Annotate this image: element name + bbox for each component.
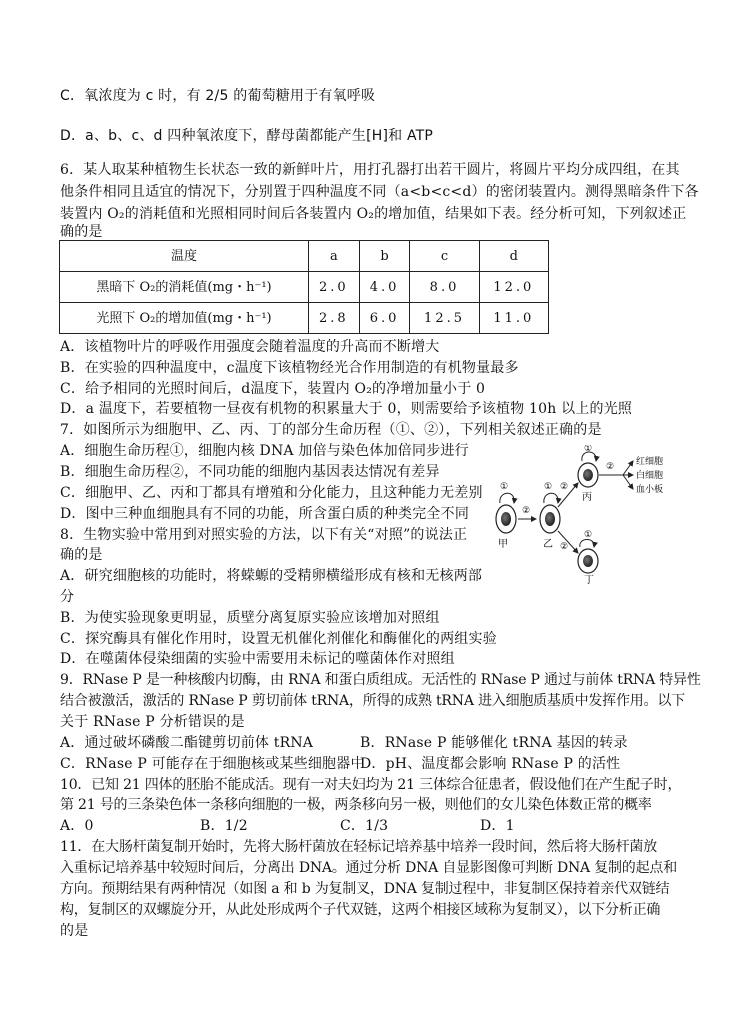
- table-cell: 12.0: [479, 272, 548, 303]
- table-cell: 2.8: [309, 303, 360, 334]
- q9-option-b: B．RNase P 能够催化 tRNA 基因的转录: [360, 735, 628, 751]
- table-header-cell: b: [359, 241, 410, 272]
- data-table: [59, 240, 549, 334]
- q10-option-b: B．1/2: [200, 818, 248, 834]
- table-cell: 6.0: [359, 303, 410, 334]
- q9-stem-line-1: 9．RNase P 是一种核酸内切酶，由 RNA 和蛋白质组成。无活性的 RNase P 通过与前体 tRNA 特异性: [60, 672, 701, 688]
- cell-lifecycle-diagram: [488, 445, 688, 585]
- q6-stem-line-4: 确的是: [60, 224, 103, 240]
- cell-jia: [496, 505, 516, 533]
- q9-stem-line-3: 关于 RNase P 分析错误的是: [60, 714, 245, 730]
- table-header-cell: a: [309, 241, 360, 272]
- q6-stem-line-2: 他条件相同且适宜的情况下，分别置于四种温度不同（a<b<c<d）的密闭装置内。测得黑暗条件下各: [60, 184, 699, 200]
- cell-bing-label: 丙: [582, 492, 592, 503]
- cell-yi-label: 乙: [543, 539, 553, 550]
- q8-option-a: A．研究细胞核的功能时，将蝾螈的受精卵横缢形成有核和无核两部: [60, 568, 483, 584]
- cell-bing: [578, 463, 598, 487]
- step-two-mark: ②: [606, 462, 615, 472]
- q8-stem-line-1: 8．生物实验中常用到对照实验的方法，以下有关“对照”的说法正: [60, 527, 468, 543]
- table-header-cell: c: [410, 241, 479, 272]
- white-blood-cell-label: 白细胞: [636, 471, 664, 481]
- q9-option-c: C．RNase P 可能存在于细胞核或某些细胞器中: [60, 756, 365, 772]
- q6-option-c: C．给予相同的光照时间后，d温度下，装置内 O₂的净增加量小于 0: [60, 381, 486, 397]
- q11-stem-line-1: 11．在大肠杆菌复制开始时，先将大肠杆菌放在轻标记培养基中培养一段时间，然后将大肠杆菌放: [60, 839, 658, 855]
- q6-stem-line-3: 装置内 O₂的消耗值和光照相同时间后各装置内 O₂的增加值，结果如下表。经分析可知，下列叙述正: [60, 206, 687, 222]
- q6-option-b: B．在实验的四种温度中，c温度下该植物经光合作用制造的有机物量最多: [60, 360, 519, 376]
- table-row: [60, 272, 549, 303]
- q10-stem-line-1: 10．已知 21 四体的胚胎不能成活。现有一对夫妇均为 21 三体综合征患者，假设他们在产生配子时，: [60, 777, 682, 793]
- step-one-mark: ①: [500, 482, 509, 492]
- q9-option-a: A．通过破坏磷酸二酯键剪切前体 tRNA: [60, 735, 314, 751]
- platelet-label: 血小板: [636, 485, 664, 495]
- step-two-mark: ②: [560, 542, 569, 552]
- option-d-line: D．a、b、c、d 四种氧浓度下，酵母菌都能产生[H]和 ATP: [60, 128, 434, 144]
- table-cell: 2.0: [309, 272, 360, 303]
- cell-ding: [578, 549, 598, 573]
- q7-option-a: A．细胞生命历程①，细胞内核 DNA 加倍与染色体加倍同步进行: [60, 443, 469, 459]
- q6-option-d: D．a 温度下，若要植物一昼夜有机物的积累量大于 0，则需要给予该植物 10h 以上的光照: [60, 401, 633, 417]
- cell-yi: [540, 505, 560, 533]
- q7-option-c: C．细胞甲、乙、丙和丁都具有增殖和分化能力，且这种能力无差别: [60, 485, 483, 501]
- q10-stem-line-2: 第 21 号的三条染色体一条移向细胞的一极，两条移向另一极，则他们的女儿染色体数正常的概率: [60, 797, 652, 813]
- step-one-mark: ①: [584, 530, 593, 540]
- q11-stem-line-4: 构，复制区的双螺旋分开，从此处形成两个子代双链，这两个相接区域称为复制叉），以下分析正确: [60, 902, 661, 918]
- q11-stem-line-3: 方向。预期结果有两种情况（如图 a 和 b 为复制叉，DNA 复制过程中，非复制区保持着亲代双链结: [60, 881, 670, 897]
- q7-stem: 7．如图所示为细胞甲、乙、丙、丁的部分生命历程（①、②），下列相关叙述正确的是: [60, 422, 602, 438]
- q10-option-c: C．1/3: [340, 818, 389, 834]
- table-header-cell: 温度: [60, 241, 309, 272]
- q8-option-a-cont: 分: [60, 589, 75, 605]
- q7-option-b: B．细胞生命历程②，不同功能的细胞内基因表达情况有差异: [60, 464, 440, 480]
- q8-option-c: C．探究酶具有催化作用时，设置无机催化剂催化和酶催化的两组实验: [60, 631, 497, 647]
- table-header-row: [60, 241, 549, 272]
- table-header-cell: d: [479, 241, 548, 272]
- step-one-mark: ①: [544, 482, 553, 492]
- red-blood-cell-label: 红细胞: [636, 457, 664, 467]
- table-cell: 12.5: [410, 303, 479, 334]
- table-row: [60, 303, 549, 334]
- step-one-mark: ①: [584, 445, 593, 454]
- table-row-label: 光照下 O₂的增加值(mg・h⁻¹): [60, 303, 309, 334]
- option-c-line: C．氧浓度为 c 时，有 2/5 的葡萄糖用于有氧呼吸: [60, 88, 376, 104]
- table-row-label: 黑暗下 O₂的消耗值(mg・h⁻¹): [60, 272, 309, 303]
- q8-stem-line-2: 确的是: [60, 547, 103, 563]
- q11-stem-line-2: 入重标记培养基中较短时间后，分离出 DNA。通过分析 DNA 自显影图像可判断 DNA 复制的起点和: [60, 860, 678, 876]
- q10-option-d: D．1: [480, 818, 515, 834]
- cell-jia-label: 甲: [498, 539, 508, 550]
- cell-ding-label: 丁: [584, 575, 594, 585]
- q9-stem-line-2: 结合被激活，激活的 RNase P 剪切前体 tRNA，所得的成熟 tRNA 进入细胞质基质中发挥作用。以下: [60, 693, 685, 709]
- q11-stem-line-5: 的是: [60, 923, 89, 939]
- table-cell: 8.0: [410, 272, 479, 303]
- q8-option-d: D．在噬菌体侵染细菌的实验中需要用未标记的噬菌体作对照组: [60, 651, 455, 667]
- q9-option-d: D．pH、温度都会影响 RNase P 的活性: [360, 756, 621, 772]
- q6-stem-line-1: 6．某人取某种植物生长状态一致的新鲜叶片，用打孔器打出若干圆片，将圆片平均分成四组，在其: [60, 162, 680, 178]
- q8-option-b: B．为使实验现象更明显，质壁分离复原实验应该增加对照组: [60, 610, 440, 626]
- q6-option-a: A．该植物叶片的呼吸作用强度会随着温度的升高而不断增大: [60, 339, 440, 355]
- q10-option-a: A．0: [60, 818, 94, 834]
- table-cell: 4.0: [359, 272, 410, 303]
- step-two-mark: ②: [522, 506, 531, 516]
- table-cell: 11.0: [479, 303, 548, 334]
- step-two-mark: ②: [560, 482, 569, 492]
- q7-option-d: D．图中三种血细胞具有不同的功能，所含蛋白质的种类完全不同: [60, 506, 470, 522]
